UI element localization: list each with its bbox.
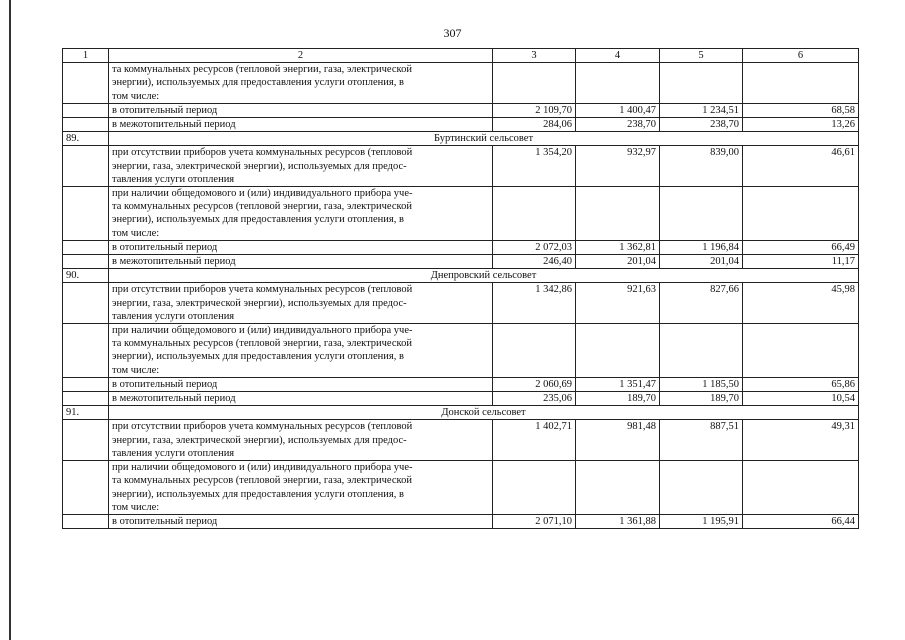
table-row bbox=[63, 461, 859, 515]
table-body bbox=[63, 49, 859, 529]
value-cell-v3: 1 342,86 bbox=[493, 283, 576, 324]
section-title: Донской сельсовет bbox=[109, 406, 859, 420]
row-number-cell bbox=[63, 461, 109, 515]
value-cell-v3: 1 402,71 bbox=[493, 420, 576, 461]
section-number: 91. bbox=[63, 406, 109, 420]
row-description bbox=[109, 187, 493, 241]
description-line: том числе: bbox=[112, 364, 160, 376]
row-description bbox=[109, 240, 493, 254]
row-number-cell bbox=[63, 118, 109, 132]
description-line: в отопительный период bbox=[112, 515, 218, 527]
table-row bbox=[63, 324, 859, 378]
row-number-cell bbox=[63, 283, 109, 324]
header-col-1: 1 bbox=[63, 49, 109, 63]
value-cell-v5 bbox=[660, 187, 743, 241]
value-cell-v3: 2 060,69 bbox=[493, 377, 576, 391]
description-line: та коммунальных ресурсов (тепловой энергии, газа, электрической bbox=[112, 201, 412, 213]
value-cell-v5: 839,00 bbox=[660, 146, 743, 187]
value-cell-v4 bbox=[576, 461, 660, 515]
value-cell-v4 bbox=[576, 187, 660, 241]
value-cell-v4 bbox=[576, 63, 660, 104]
description-line: энергии, газа, электрической энергии), используемых для предос- bbox=[112, 160, 407, 172]
row-number-cell bbox=[63, 377, 109, 391]
row-description bbox=[109, 118, 493, 132]
scan-edge-line bbox=[9, 0, 11, 640]
row-description bbox=[109, 103, 493, 117]
row-description bbox=[109, 146, 493, 187]
value-cell-v3 bbox=[493, 63, 576, 104]
value-cell-v5 bbox=[660, 63, 743, 104]
description-line: энергии, газа, электрической энергии), используемых для предос- bbox=[112, 297, 407, 309]
value-cell-v3: 2 109,70 bbox=[493, 103, 576, 117]
value-cell-v6: 13,26 bbox=[743, 118, 859, 132]
value-cell-v6: 66,49 bbox=[743, 240, 859, 254]
row-number-cell bbox=[63, 392, 109, 406]
description-line: энергии, газа, электрической энергии), используемых для предос- bbox=[112, 434, 407, 446]
row-description bbox=[109, 514, 493, 528]
row-description bbox=[109, 63, 493, 104]
section-title: Днепровский сельсовет bbox=[109, 269, 859, 283]
description-line: в отопительный период bbox=[112, 378, 218, 390]
table-header-row bbox=[63, 49, 859, 63]
value-cell-v5: 1 196,84 bbox=[660, 240, 743, 254]
value-cell-v4 bbox=[576, 324, 660, 378]
table-row bbox=[63, 118, 859, 132]
value-cell-v5: 201,04 bbox=[660, 255, 743, 269]
value-cell-v6: 68,58 bbox=[743, 103, 859, 117]
table-row bbox=[63, 392, 859, 406]
description-line: в межотопительный период bbox=[112, 256, 236, 268]
value-cell-v6 bbox=[743, 63, 859, 104]
table-row bbox=[63, 146, 859, 187]
section-title: Буртинский сельсовет bbox=[109, 132, 859, 146]
row-number-cell bbox=[63, 514, 109, 528]
row-description bbox=[109, 255, 493, 269]
value-cell-v4: 238,70 bbox=[576, 118, 660, 132]
description-line: том числе: bbox=[112, 501, 160, 513]
description-line: при наличии общедомового и (или) индивидуального прибора уче- bbox=[112, 188, 413, 200]
row-description bbox=[109, 377, 493, 391]
value-cell-v5: 238,70 bbox=[660, 118, 743, 132]
description-line: при наличии общедомового и (или) индивидуального прибора уче- bbox=[112, 462, 413, 474]
value-cell-v3: 284,06 bbox=[493, 118, 576, 132]
description-line: тавления услуги отопления bbox=[112, 173, 235, 185]
row-description bbox=[109, 283, 493, 324]
row-number-cell bbox=[63, 324, 109, 378]
page-number: 307 bbox=[443, 26, 462, 40]
value-cell-v3: 2 072,03 bbox=[493, 240, 576, 254]
tariff-table bbox=[62, 48, 859, 529]
table-row bbox=[63, 240, 859, 254]
value-cell-v4: 981,48 bbox=[576, 420, 660, 461]
description-line: энергии), используемых для предоставления услуги отопления, в bbox=[112, 488, 404, 500]
table-row bbox=[63, 255, 859, 269]
description-line: тавления услуги отопления bbox=[112, 447, 235, 459]
table-row bbox=[63, 187, 859, 241]
section-row bbox=[63, 406, 859, 420]
value-cell-v4: 1 351,47 bbox=[576, 377, 660, 391]
table-row bbox=[63, 103, 859, 117]
section-row bbox=[63, 269, 859, 283]
value-cell-v5: 1 195,91 bbox=[660, 514, 743, 528]
value-cell-v6: 46,61 bbox=[743, 146, 859, 187]
row-description bbox=[109, 420, 493, 461]
table-row bbox=[63, 283, 859, 324]
section-row bbox=[63, 132, 859, 146]
row-description bbox=[109, 461, 493, 515]
description-line: та коммунальных ресурсов (тепловой энергии, газа, электрической bbox=[112, 338, 412, 350]
value-cell-v3 bbox=[493, 324, 576, 378]
value-cell-v6: 45,98 bbox=[743, 283, 859, 324]
description-line: в межотопительный период bbox=[112, 119, 236, 131]
description-line: том числе: bbox=[112, 227, 160, 239]
value-cell-v4: 921,63 bbox=[576, 283, 660, 324]
header-col-3: 3 bbox=[493, 49, 576, 63]
value-cell-v6 bbox=[743, 187, 859, 241]
value-cell-v6 bbox=[743, 324, 859, 378]
value-cell-v5: 1 185,50 bbox=[660, 377, 743, 391]
description-line: в межотопительный период bbox=[112, 393, 236, 405]
value-cell-v6: 49,31 bbox=[743, 420, 859, 461]
header-col-2: 2 bbox=[109, 49, 493, 63]
description-line: энергии), используемых для предоставления услуги отопления, в bbox=[112, 77, 404, 89]
value-cell-v6: 11,17 bbox=[743, 255, 859, 269]
description-line: в отопительный период bbox=[112, 241, 218, 253]
description-line: при наличии общедомового и (или) индивидуального прибора уче- bbox=[112, 325, 413, 337]
row-number-cell bbox=[63, 420, 109, 461]
header-col-5: 5 bbox=[660, 49, 743, 63]
value-cell-v5: 827,66 bbox=[660, 283, 743, 324]
value-cell-v6: 10,54 bbox=[743, 392, 859, 406]
row-description bbox=[109, 392, 493, 406]
description-line: энергии), используемых для предоставления услуги отопления, в bbox=[112, 214, 404, 226]
value-cell-v3 bbox=[493, 461, 576, 515]
table-row bbox=[63, 377, 859, 391]
value-cell-v5 bbox=[660, 461, 743, 515]
description-line: та коммунальных ресурсов (тепловой энергии, газа, электрической bbox=[112, 64, 412, 76]
table-row bbox=[63, 514, 859, 528]
value-cell-v4: 189,70 bbox=[576, 392, 660, 406]
value-cell-v4: 1 362,81 bbox=[576, 240, 660, 254]
row-number-cell bbox=[63, 255, 109, 269]
section-number: 90. bbox=[63, 269, 109, 283]
section-number: 89. bbox=[63, 132, 109, 146]
table-row bbox=[63, 420, 859, 461]
row-number-cell bbox=[63, 187, 109, 241]
header-col-4: 4 bbox=[576, 49, 660, 63]
header-col-6: 6 bbox=[743, 49, 859, 63]
description-line: при отсутствии приборов учета коммунальных ресурсов (тепловой bbox=[112, 284, 413, 296]
row-number-cell bbox=[63, 63, 109, 104]
value-cell-v5: 887,51 bbox=[660, 420, 743, 461]
description-line: при отсутствии приборов учета коммунальных ресурсов (тепловой bbox=[112, 421, 413, 433]
table-row bbox=[63, 63, 859, 104]
description-line: в отопительный период bbox=[112, 104, 218, 116]
value-cell-v4: 932,97 bbox=[576, 146, 660, 187]
description-line: при отсутствии приборов учета коммунальных ресурсов (тепловой bbox=[112, 147, 413, 159]
description-line: том числе: bbox=[112, 90, 160, 102]
value-cell-v5: 189,70 bbox=[660, 392, 743, 406]
value-cell-v4: 1 361,88 bbox=[576, 514, 660, 528]
value-cell-v3 bbox=[493, 187, 576, 241]
value-cell-v3: 1 354,20 bbox=[493, 146, 576, 187]
description-line: та коммунальных ресурсов (тепловой энергии, газа, электрической bbox=[112, 475, 412, 487]
row-number-cell bbox=[63, 240, 109, 254]
value-cell-v3: 2 071,10 bbox=[493, 514, 576, 528]
value-cell-v6 bbox=[743, 461, 859, 515]
value-cell-v5 bbox=[660, 324, 743, 378]
value-cell-v6: 65,86 bbox=[743, 377, 859, 391]
row-number-cell bbox=[63, 103, 109, 117]
value-cell-v3: 246,40 bbox=[493, 255, 576, 269]
value-cell-v4: 1 400,47 bbox=[576, 103, 660, 117]
description-line: тавления услуги отопления bbox=[112, 310, 235, 322]
description-line: энергии), используемых для предоставления услуги отопления, в bbox=[112, 351, 404, 363]
value-cell-v3: 235,06 bbox=[493, 392, 576, 406]
row-description bbox=[109, 324, 493, 378]
value-cell-v5: 1 234,51 bbox=[660, 103, 743, 117]
row-number-cell bbox=[63, 146, 109, 187]
value-cell-v6: 66,44 bbox=[743, 514, 859, 528]
value-cell-v4: 201,04 bbox=[576, 255, 660, 269]
